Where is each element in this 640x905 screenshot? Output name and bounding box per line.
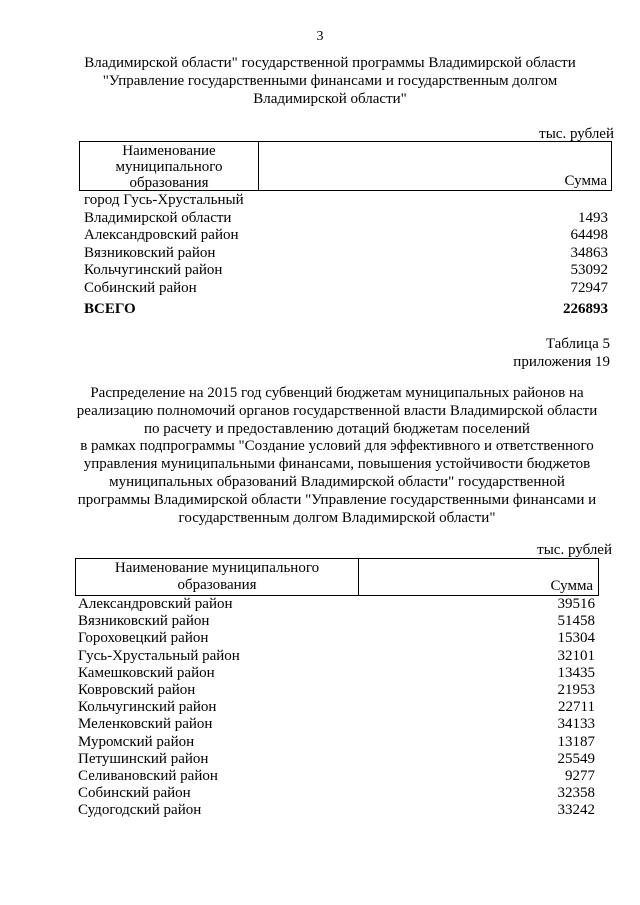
row-name: город Гусь-Хрустальный [84, 192, 244, 208]
row-value: 32101 [557, 647, 595, 664]
row-value: 51458 [557, 613, 595, 630]
row-name: Петушинский район [78, 750, 209, 767]
table1-body [84, 192, 608, 297]
header-line: "Управление государственными финансами и государственным долгом [102, 73, 558, 89]
caption-line: Таблица 5 [545, 336, 610, 352]
table-row [84, 192, 608, 210]
row-name: Собинский район [84, 279, 197, 296]
row-name: Муромский район [78, 733, 195, 750]
table-row [78, 802, 595, 819]
title-line: Распределение на 2015 год субвенций бюджетам муниципальных районов на [90, 385, 584, 401]
table-row [78, 682, 595, 699]
row-value: 13187 [557, 733, 595, 750]
header-line: Владимирской области" [253, 91, 407, 107]
table-row [78, 648, 595, 665]
table2-unit-label: тыс. рублей [537, 542, 612, 558]
table-row [78, 734, 595, 751]
row-value: 32358 [557, 785, 595, 802]
table-row [78, 751, 595, 768]
table-row [78, 630, 595, 647]
row-value: 39516 [557, 596, 595, 612]
row-value: 1493 [578, 209, 608, 226]
total-label: ВСЕГО [84, 301, 136, 317]
row-name: Гусь-Хрустальный район [78, 647, 240, 664]
row-name: Владимирской области [84, 209, 232, 226]
row-value: 22711 [558, 699, 595, 716]
row-value: 33242 [557, 802, 595, 819]
table1-total-row [84, 301, 608, 319]
table-row [84, 262, 608, 280]
row-name: Вязниковский район [78, 613, 210, 630]
row-name: Вязниковский район [84, 244, 216, 261]
table-row [84, 280, 608, 298]
table2-caption [513, 335, 610, 371]
table-row [84, 227, 608, 245]
row-name: Селивановский район [78, 767, 218, 784]
table2-title [62, 385, 612, 527]
title-line: программы Владимирской области "Управление государственными финансами и [77, 491, 597, 508]
table1-column-sum-header: Сумма [564, 173, 607, 189]
row-value: 53092 [570, 262, 608, 278]
row-value: 34863 [570, 244, 608, 261]
table-row [78, 768, 595, 785]
row-value: 13435 [557, 664, 595, 681]
table-row [78, 613, 595, 630]
row-value: 15304 [557, 630, 595, 647]
row-value: 21953 [557, 681, 595, 698]
row-name: Александровский район [78, 596, 233, 612]
table2-column-name-header: Наименование муниципального образования [76, 559, 359, 596]
table-row [78, 665, 595, 682]
table-row [84, 245, 608, 263]
caption-line: приложения 19 [513, 354, 610, 370]
title-line: в рамках подпрограммы "Создание условий для эффективного и ответственного [80, 438, 594, 455]
table2-body [78, 596, 595, 819]
title-line: реализацию полномочий органов государственной власти Владимирской области [76, 402, 598, 419]
row-name: Кольчугинский район [84, 262, 223, 278]
table-row [78, 699, 595, 716]
row-value: 34133 [557, 716, 595, 733]
row-value: 25549 [557, 750, 595, 767]
title-line: государственным долгом Владимирской области" [178, 509, 496, 526]
table-row [78, 716, 595, 733]
row-name: Меленковский район [78, 716, 213, 733]
row-name: Александровский район [84, 227, 239, 243]
table-row [78, 596, 595, 613]
row-name: Ковровский район [78, 681, 196, 698]
document-header [60, 54, 600, 108]
title-line: по расчету и предоставлению дотаций бюджетам поселений [144, 420, 530, 437]
row-name: Судогодский район [78, 802, 202, 819]
table1-unit-label: тыс. рублей [539, 126, 614, 142]
table1-column-name-header: Наименование муниципального образования [80, 142, 259, 191]
row-name: Гороховецкий район [78, 630, 209, 647]
header-line: Владимирской области" государственной программы Владимирской области [84, 55, 576, 71]
table-row [78, 785, 595, 802]
row-value: 9277 [565, 767, 595, 784]
title-line: муниципальных образований Владимирской области" государственной [109, 473, 565, 490]
row-name: Кольчугинский район [78, 699, 217, 716]
page-number: 3 [316, 29, 324, 44]
row-value: 72947 [570, 279, 608, 296]
table1-header [79, 141, 612, 191]
title-line: управления муниципальными финансами, повышения устойчивости бюджетов [83, 456, 591, 473]
total-value: 226893 [563, 301, 608, 317]
row-value: 64498 [570, 227, 608, 243]
row-name: Собинский район [78, 785, 191, 802]
table-row [84, 210, 608, 228]
table2-header [75, 558, 599, 596]
table2-column-sum-header: Сумма [550, 578, 593, 594]
row-name: Камешковский район [78, 664, 215, 681]
